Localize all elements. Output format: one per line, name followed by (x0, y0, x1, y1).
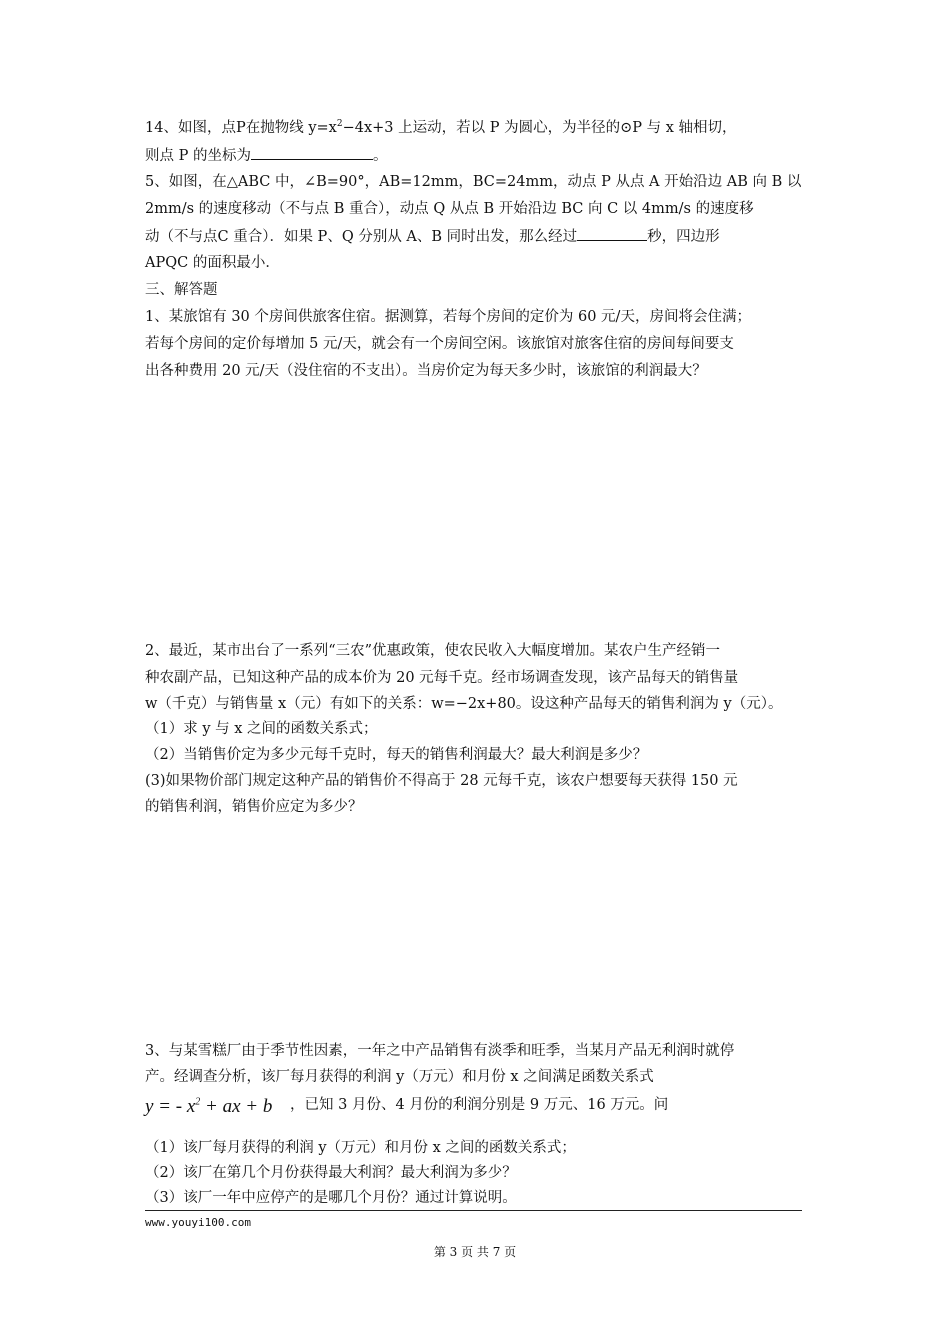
footer-url[interactable]: www.youyi100.com (145, 1216, 251, 1229)
q14-prompt: 则点 P 的坐标为 (145, 148, 251, 164)
q14-line-2 (145, 145, 387, 166)
p2-sub-2: （2）当销售价定为多少元每千克时，每天的销售利润最大？最大利润是多少？ (145, 747, 648, 763)
q14-answer-blank[interactable] (251, 145, 373, 160)
q14-text-a: 14、如图，点P在抛物线 y=x (145, 120, 337, 136)
p3-line-2: 产。经调查分析，该厂每月获得的利润 y（万元）和月份 x 之间满足函数关系式 (145, 1069, 654, 1085)
p3-formula-tail: ，已知 3 月份、4 月份的利润分别是 9 万元、16 万元。问 (290, 1097, 669, 1113)
p3-sub-2: （2）该厂在第几个月份获得最大利润？最大利润为多少？ (145, 1165, 517, 1181)
page-number: 第 3 页 共 7 页 (433, 1245, 517, 1259)
p3-sub-1: （1）该厂每月获得的利润 y（万元）和月份 x 之间的函数关系式； (145, 1140, 576, 1156)
p2-line-2: 种农副产品，已知这种产品的成本价为 20 元每千克。经市场调查发现，该产品每天的销售量 (145, 670, 739, 686)
q14-text-b: −4x+3 上运动，若以 P 为圆心，为半径的⊙P 与 x 轴相切， (342, 120, 737, 136)
p1-line-2: 若每个房间的定价每增加 5 元/天，就会有一个房间空闲。该旅馆对旅客住宿的房间每间要支 (145, 336, 734, 352)
q5-prompt: 动（不与点C 重合）．如果 P、Q 分别从 A、B 同时出发，那么经过 (145, 229, 578, 245)
q5-line-2: 2mm/s 的速度移动（不与点 B 重合），动点 Q 从点 B 开始沿边 BC 向 C 以 4mm/s 的速度移 (145, 201, 754, 217)
p1-line-1: 1、某旅馆有 30 个房间供旅客住宿。据测算，若每个房间的定价为 60 元/天，房间将会住满； (145, 309, 751, 325)
p2-sub-3b: 的销售利润，销售价应定为多少？ (145, 799, 363, 815)
p2-sub-3a: (3)如果物价部门规定这种产品的销售价不得高于 28 元每千克，该农户想要每天获得 150 元 (145, 773, 738, 789)
p1-line-3: 出各种费用 20 元/天（没住宿的不支出）。当房价定为每天多少时，该旅馆的利润最大？ (145, 363, 707, 379)
p3-formula-a: y = - x (145, 1096, 196, 1117)
q5-line-3 (145, 226, 720, 247)
p3-formula-exponent: 2 (195, 1096, 201, 1108)
q5-line-4: APQC 的面积最小． (145, 255, 280, 271)
p2-sub-1: （1）求 y 与 x 之间的函数关系式； (145, 721, 378, 737)
q5-answer-blank[interactable] (577, 226, 647, 241)
q14-line-1 (145, 118, 737, 138)
section-title: 三、解答题 (145, 282, 218, 298)
q14-end: 。 (372, 148, 388, 164)
p2-line-1: 2、最近，某市出台了一系列“三农”优惠政策，使农民收入大幅度增加。某农户生产经销一 (145, 643, 721, 659)
q5-end: 秒，四边形 (647, 229, 720, 245)
footer-divider (145, 1210, 802, 1211)
p3-formula (145, 1096, 272, 1118)
p2-line-3: w（千克）与销售量 x（元）有如下的关系：w=−2x+80。设这种产品每天的销售利润为 y（元）。 (145, 696, 783, 712)
q14-exponent: 2 (336, 119, 343, 130)
p3-line-1: 3、与某雪糕厂由于季节性因素，一年之中产品销售有淡季和旺季，当某月产品无利润时就停 (145, 1043, 735, 1059)
q5-line-1: 5、如图，在△ABC 中，∠B=90°，AB=12mm，BC=24mm，动点 P 从点 A 开始沿边 AB 向 B 以 (145, 174, 802, 190)
p3-sub-3: （3）该厂一年中应停产的是哪几个月份？通过计算说明。 (145, 1190, 517, 1206)
p3-formula-b: + ax + b (200, 1096, 273, 1117)
